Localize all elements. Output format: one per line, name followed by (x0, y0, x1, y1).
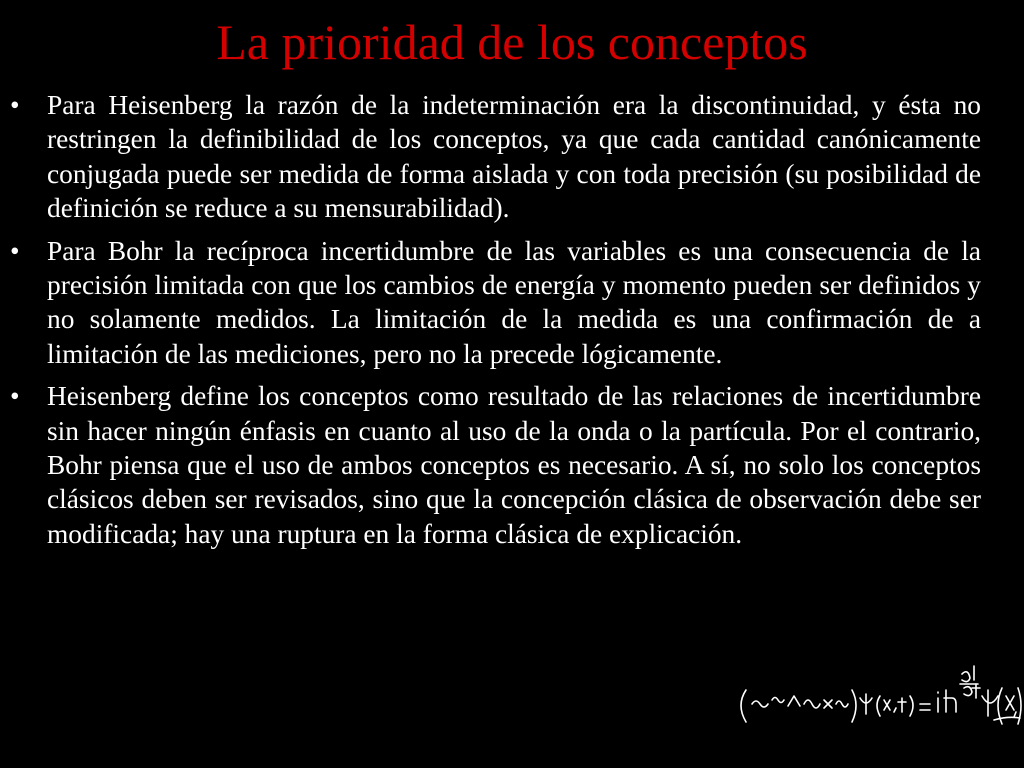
bullet-text: Para Bohr la recíproca incertidumbre de las variables es una consecuencia de la precisión limitada con que los cambios de energía y momento pueden ser definidos y no solamente medidos. La limitación de la medida es una confirmación de a limitación de las mediciones, pero no la precede lógicamente. (47, 235, 981, 369)
bullet-item-1 (0, 88, 981, 226)
bullet-dot-icon: • (10, 90, 20, 120)
bullet-item-3 (0, 379, 981, 551)
bullet-text: Heisenberg define los conceptos como resultado de las relaciones de incertidumbre sin hacer ningún énfasis en cuanto al uso de la onda o la partícula. Por el contrario, Bohr piensa que el uso de ambos conceptos es necesario. A sí, no solo los conceptos clásicos deben ser revisados, sino que la concepción clásica de observación debe ser modificada; hay una ruptura en la forma clásica de explicación. (47, 381, 981, 549)
bullet-list (0, 88, 1024, 559)
bullet-dot-icon: • (10, 235, 20, 266)
bullet-item-2 (0, 234, 981, 372)
slide-title: La prioridad de los conceptos (216, 14, 808, 70)
bullet-dot-icon: • (10, 381, 20, 412)
bullet-text: Para Heisenberg la razón de la indeterminación era la discontinuidad, y ésta no restringen la definibilidad de los conceptos, ya que cada cantidad canónicamente conjugada puede ser medida de forma aislada y con toda precisión (su posibilidad de definición se reduce a su mensurabilidad). (47, 90, 981, 224)
handwritten-equation-icon (732, 660, 1022, 740)
